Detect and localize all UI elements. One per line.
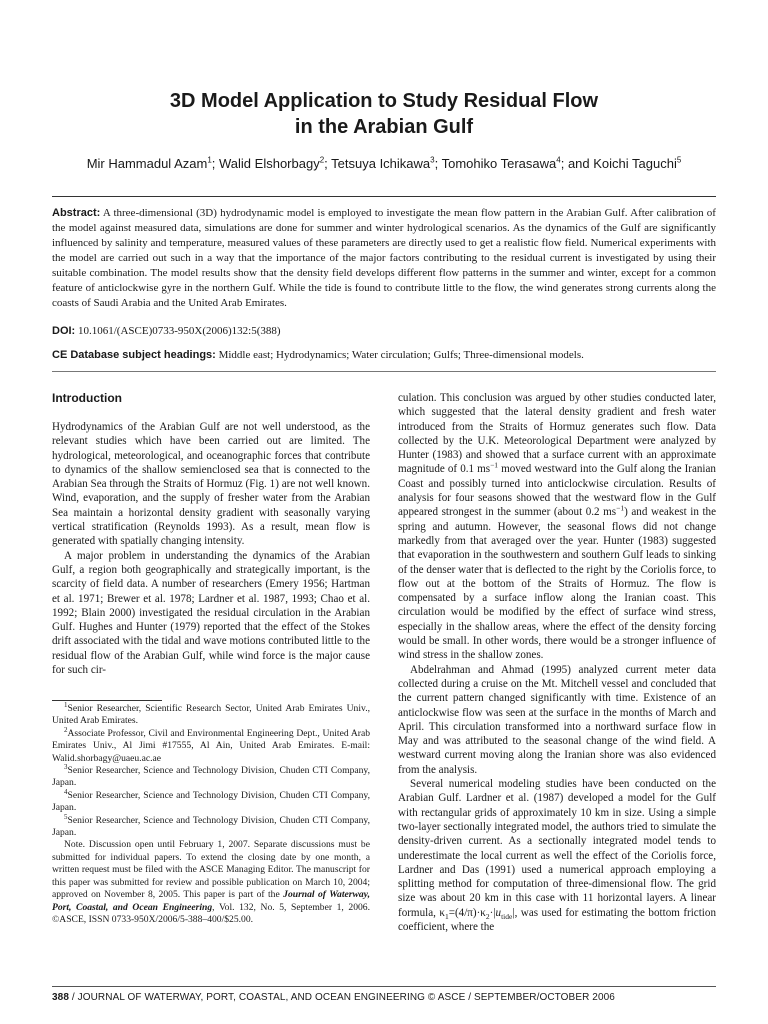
author-separator: ; [211,156,220,171]
author-affiliation-mark: 5 [676,155,682,165]
footnote-text: Senior Researcher, Science and Technology Division, Chuden CTI Company, Japan. [52,765,370,789]
footnote-rule [52,700,162,701]
title-line-2: in the Arabian Gulf [294,116,474,138]
body-paragraph [398,391,716,663]
author-name: Mir Hammadul Azam [86,156,208,171]
author-affiliation-mark: 3 [430,155,435,165]
paper-title [40,88,728,140]
subscript: 1 [444,911,449,921]
body-paragraph: Hydrodynamics of the Arabian Gulf are not well understood, as the relevant studies which have been carried out are limited. The hydrological, meteorological, and oceanographic forces that contribute to dynamics of the shallow semienclosed sea that is connected to the Arabian Sea through the Straits of Hormuz (Fig. 1) are not well known. Wind, evaporation, and the supply of fresher water from the Arabian Sea maintain a horizontal density gradient with seasonally varying vertical stratification (Reynolds 1993). As a result, mean flow is generated with spatially changing intensity. [52,421,370,548]
page-number: 388 [52,992,69,1003]
subject-headings-value: Middle east; Hydrodynamics; Water circulation; Gulfs; Three-dimensional models. [218,349,584,361]
unit-exponent: −1 [616,503,625,513]
journal-name: Journal of Waterway, Port, Coastal, and Ocean Engineering [52,889,370,913]
author-affiliation-mark: 2 [319,155,325,165]
author-separator: ; [434,156,442,171]
footnote-2 [52,725,370,765]
note-text: Note. Discussion open until February 1, 2007. Separate discussions must be submitted for individual papers. To extend the closing date by one month, a written request must be filed with the ASCE Managing Editor. The manuscript for this paper was submitted for review and possible publication on March 10, 2004; approved on November 8, 2005. This paper is part of the [52,839,370,901]
footnote-4 [52,787,370,815]
body-paragraph: Abdelrahman and Ahmad (1995) analyzed current meter data collected during a cruise on the Mt. Mitchell vessel and concluded that the current pattern changed significantly with time. Existence of an anticlockwise flow was seen at the surface in the months of March and April. This circulation transformed into a northward surface flow in May and was attributed to the seasonal change of the wind field. A westward current moving along the Iranian shore was also evidenced from the analysis. [398,663,716,776]
section-heading-introduction: Introduction [52,391,122,405]
subject-headings [52,348,716,363]
text-run: ) and weakest in the spring and autumn. However, the seasonal flows did not change markedly from that averaged over the year. Hunter (1983) suggested that evaporation in the southwestern and southern Gulf leads to sinking of the denser water that is deflected to the right by the Coriolis force, to flow out at the bottom of the Straits of Hormuz. The flow is compensated by a surface inflow along the Iranian coast. This circulation would be modified by the effect of surface wind stress, especially in the shallow areas, where the effect of the density forcing would be small. In other words, there would be a stronger influence of wind stress in the shallow zones. [398,506,716,662]
author-separator: ; and [560,156,594,171]
text-run: culation. This conclusion was argued by other studies conducted later, which suggested that the lateral density gradient and fresh water introduced from the Straits of Hormuz generates such flow. Data collected by the U.K. Meteorological Department were analyzed by Hunter (1983) and showed that a surface current with an approximate magnitude of 0.1 ms [398,392,716,476]
footnote-mark: 2 [64,725,68,734]
author-name: Walid Elshorbagy [219,156,320,171]
author-separator: ; [324,156,332,171]
author-name: Tomohiko Terasawa [441,156,557,171]
note-text: , Vol. 132, No. 5, September 1, 2006. ©ASCE, ISSN 0733-950X/2006/5-388–400/$25.00. [52,901,371,925]
author-list [30,156,738,172]
title-line-1: 3D Model Application to Study Residual Flow [169,90,599,112]
body-paragraph: A major problem in understanding the dynamics of the Arabian Gulf, a region both geographically and strategically important, is the scarcity of field data. A number of researchers (Emery 1956; Hartman et al. 1971; Brewer et al. 1978; Lardner et al. 1987, 1993; Chao et al. 1992; Blain 2000) investigated the residual circulation in the Arabian Gulf. Hughes and Hunter (1979) reported that the effect of the Stokes drift associated with the tidal and wave motions contributed little to the residual flow of the Arabian Gulf, while wind force is the major cause for such cir- [52,549,370,677]
author-name: Koichi Taguchi [593,156,677,171]
section-divider [52,371,716,372]
footnote-1 [52,700,370,728]
footnote-mark: 3 [64,762,68,771]
footnote-text: Senior Researcher, Science and Technology Division, Chuden CTI Company, Japan. [52,789,370,814]
text-run: =(4/π)·κ [448,906,486,919]
footnote-mark: 5 [64,812,68,821]
doi-label: DOI: [52,325,76,337]
author-affiliation-mark: 1 [207,155,212,165]
doi-value[interactable]: 10.1061/(ASCE)0733-950X(2006)132:5(388) [77,325,281,337]
body-paragraph [398,777,716,934]
abstract [52,206,716,311]
abstract-text: A three-dimensional (3D) hydrodynamic model is employed to investigate the mean flow pattern in the Arabian Gulf. After calibration of the model against measured data, simulations are done for summer and winter hydrological scenarios. As the dynamics of the Gulf are significantly influenced by salinity and temperature, measured values of these parameters are directly used to get a realistic flow field. Numerical experiments with the model are carried out such in a way that the importance of the major factors contributing to the residual current is investigated by using their suitable combination. The model results show that the density field develops different flow patterns in the summer and winter, except for a common feature of anticlockwise gyre in the northern Gulf. While the tide is found to contribute little to the flow, the wind generates strong currents along the coasts of Saudi Arabia and the United Arab Emirates. [52,207,716,309]
right-column [398,391,716,934]
math-variable: u [495,906,502,919]
footnote-text: Associate Professor, Civil and Environmental Engineering Dept., United Arab Emirates Univ., Al Jimi #17555, Al Ain, United Arab Emirates. E-mail: Walid.shorbagy@uaeu.ac.ae [52,727,370,764]
text-run: ·| [489,906,496,919]
subject-headings-label: CE Database subject headings: [52,349,216,361]
text-run: Several numerical modeling studies have been conducted on the Arabian Gulf. Lardner et al. (1987) developed a model for the Gulf with rectangular grids of approximately 10 km in size. Using a simple two-layer sectionally integrated model, the authors tried to simulate the density-driven current. As a sectionally integrated model tends to underestimate the local current as well the effect of the Coriolis force, Lardner and Das (1991) used a numerical approach employing a splitting method for computation of three-dimensional flow. The grid size was about 20 km in this case with 11 horizontal layers. A linear formula, κ [398,778,716,919]
running-footer: / JOURNAL OF WATERWAY, PORT, COASTAL, AND OCEAN ENGINEERING © ASCE / SEPTEMBER/OCTOBER 2006 [69,992,615,1003]
text-run: moved westward into the Gulf along the Iranian Coast and possibly turned into anticlockwise circulation. Results of analysis for four seasons showed that the westward flow in the Gulf appeared strongest in the summer (about 0.2 ms [398,463,716,519]
subscript: tide [501,911,513,921]
author-name: Tetsuya Ichikawa [331,156,431,171]
subscript: 2 [485,911,490,921]
footnote-mark: 1 [64,700,68,709]
author-affiliation-mark: 4 [556,155,561,165]
footnote-5 [52,812,370,840]
footer-divider [52,986,716,987]
footnotes [52,700,371,926]
footnote-text: Senior Researcher, Science and Technology Division, Chuden CTI Company, Japan. [52,814,370,839]
footnote-mark: 4 [64,787,68,796]
footnote-3 [52,762,370,790]
doi-line [52,324,716,339]
footnote-text: Senior Researcher, Scientific Research Sector, United Arab Emirates Univ., United Arab Emirates. [52,703,370,727]
text-run: |, was used for estimating the bottom friction coefficient, where the [398,906,716,933]
left-column [52,390,370,677]
discussion-note [52,839,370,926]
abstract-label: Abstract: [52,207,101,219]
page-footer [52,992,716,1004]
header-divider [52,196,716,197]
unit-exponent: −1 [490,460,499,470]
